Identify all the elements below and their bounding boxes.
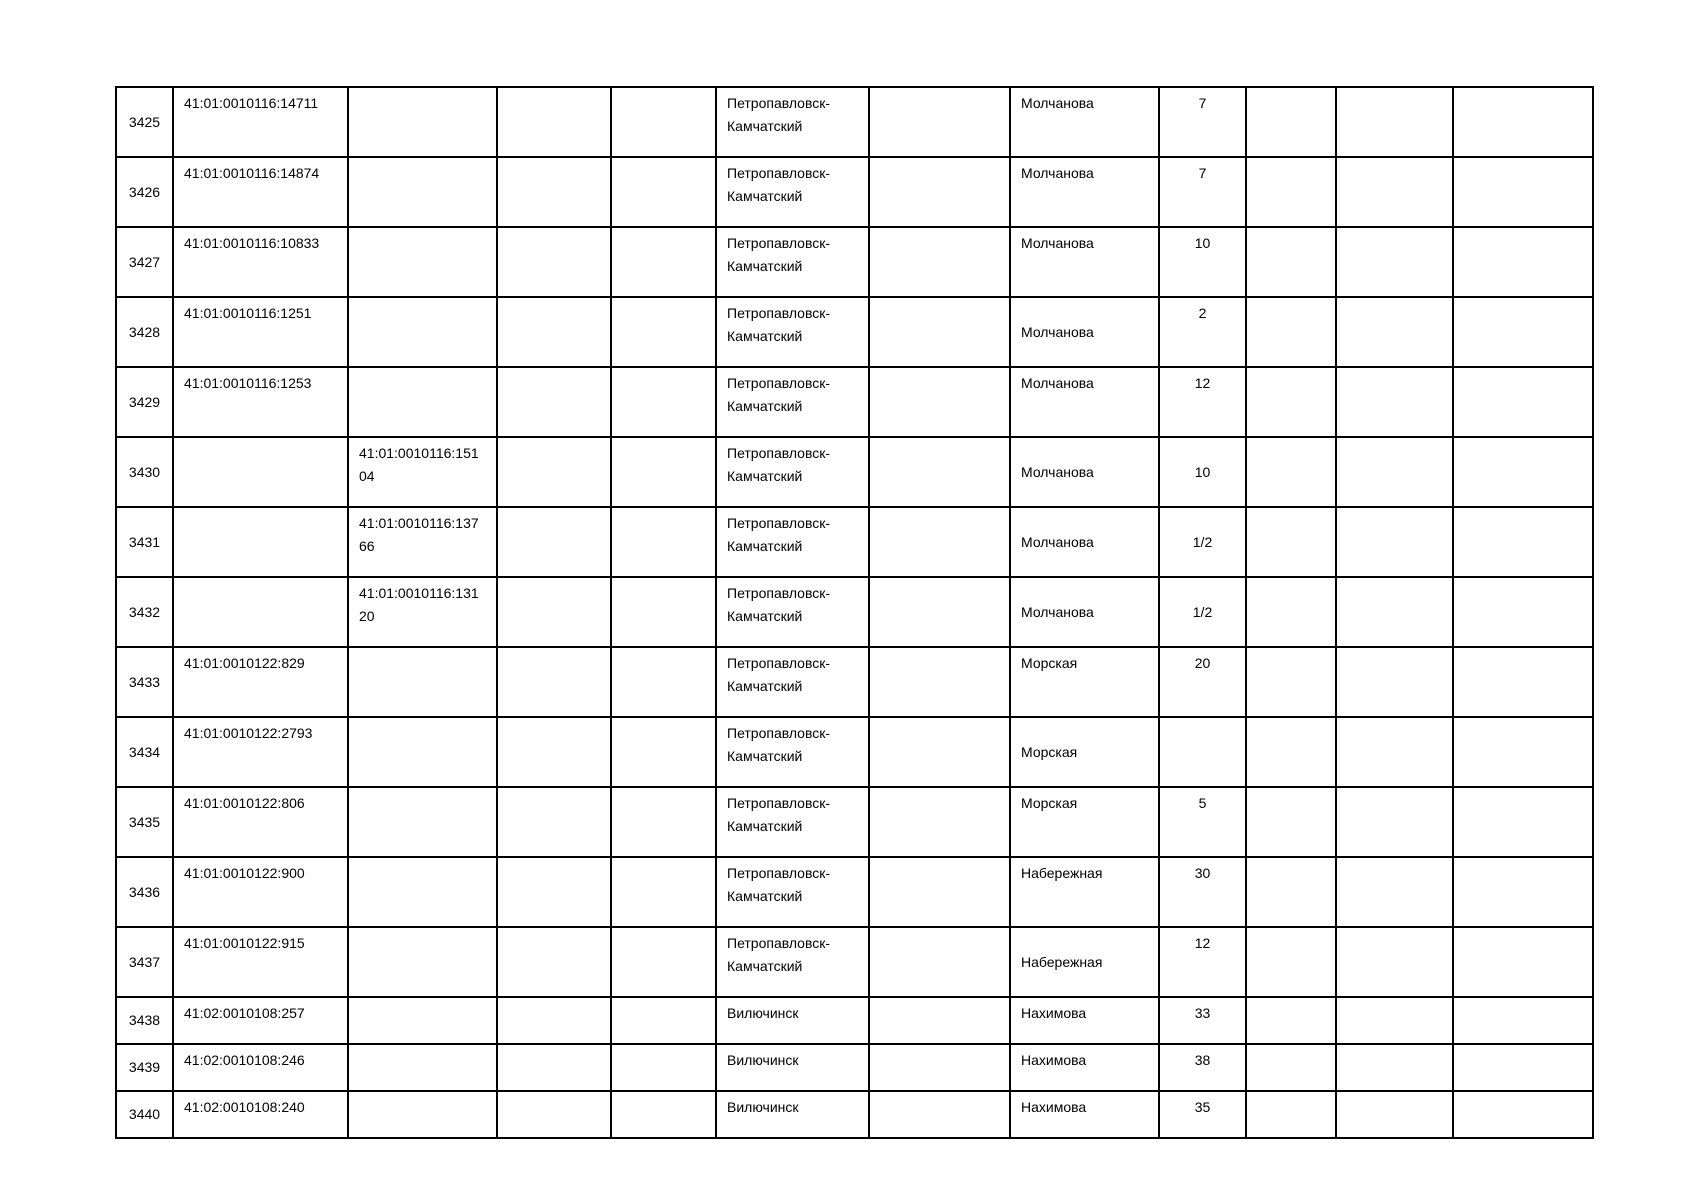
empty-cell xyxy=(869,927,1010,997)
empty-cell xyxy=(1453,577,1593,647)
table-row xyxy=(116,1044,1593,1091)
empty-cell xyxy=(611,1044,716,1091)
empty-cell xyxy=(1246,87,1336,157)
street-cell: Морская xyxy=(1010,717,1159,787)
empty-cell xyxy=(1336,787,1453,857)
empty-cell xyxy=(1336,507,1453,577)
cadastral-number-cell: 41:01:0010122:806 xyxy=(173,787,348,857)
row-number: 3436 xyxy=(116,857,173,927)
empty-cell xyxy=(497,507,611,577)
cadastral-number-cell: 41:01:0010116:1251 xyxy=(173,297,348,367)
table-row xyxy=(116,577,1593,647)
house-cell: 1/2 xyxy=(1159,577,1246,647)
empty-cell xyxy=(497,227,611,297)
empty-cell xyxy=(1246,437,1336,507)
empty-cell xyxy=(1336,437,1453,507)
empty-cell xyxy=(1336,717,1453,787)
empty-cell xyxy=(1246,787,1336,857)
city-cell: Петропавловск-Камчатский xyxy=(716,367,869,437)
cadastral-number-cell: 41:01:0010116:14711 xyxy=(173,87,348,157)
city-cell: Петропавловск-Камчатский xyxy=(716,227,869,297)
empty-cell xyxy=(1246,857,1336,927)
cadastral-number-2-cell: 41:01:0010116:15104 xyxy=(348,437,497,507)
house-cell: 2 xyxy=(1159,297,1246,367)
empty-cell xyxy=(869,87,1010,157)
cadastral-number-2-cell xyxy=(348,1044,497,1091)
empty-cell xyxy=(497,577,611,647)
empty-cell xyxy=(611,157,716,227)
city-cell: Петропавловск-Камчатский xyxy=(716,507,869,577)
empty-cell xyxy=(497,927,611,997)
cadastral-number-2-cell xyxy=(348,1091,497,1138)
empty-cell xyxy=(1246,1044,1336,1091)
house-cell: 10 xyxy=(1159,227,1246,297)
empty-cell xyxy=(869,717,1010,787)
empty-cell xyxy=(1336,227,1453,297)
empty-cell xyxy=(1336,997,1453,1044)
empty-cell xyxy=(869,647,1010,717)
house-cell: 7 xyxy=(1159,87,1246,157)
cadastral-number-2-cell xyxy=(348,717,497,787)
street-cell: Молчанова xyxy=(1010,367,1159,437)
house-cell: 12 xyxy=(1159,367,1246,437)
row-number: 3428 xyxy=(116,297,173,367)
house-cell: 33 xyxy=(1159,997,1246,1044)
street-cell: Нахимова xyxy=(1010,997,1159,1044)
empty-cell xyxy=(1246,507,1336,577)
house-cell: 20 xyxy=(1159,647,1246,717)
empty-cell xyxy=(611,997,716,1044)
row-number: 3432 xyxy=(116,577,173,647)
city-cell: Петропавловск-Камчатский xyxy=(716,857,869,927)
empty-cell xyxy=(1453,717,1593,787)
city-cell: Петропавловск-Камчатский xyxy=(716,717,869,787)
house-cell: 12 xyxy=(1159,927,1246,997)
empty-cell xyxy=(611,717,716,787)
table-row xyxy=(116,927,1593,997)
table-row xyxy=(116,367,1593,437)
empty-cell xyxy=(869,507,1010,577)
empty-cell xyxy=(869,787,1010,857)
table-body xyxy=(116,87,1593,1138)
empty-cell xyxy=(1246,997,1336,1044)
empty-cell xyxy=(611,577,716,647)
empty-cell xyxy=(1246,647,1336,717)
empty-cell xyxy=(497,1091,611,1138)
empty-cell xyxy=(1453,647,1593,717)
row-number: 3430 xyxy=(116,437,173,507)
empty-cell xyxy=(611,647,716,717)
table-row xyxy=(116,857,1593,927)
empty-cell xyxy=(497,157,611,227)
cadastral-number-2-cell xyxy=(348,787,497,857)
empty-cell xyxy=(497,647,611,717)
empty-cell xyxy=(497,297,611,367)
empty-cell xyxy=(1336,87,1453,157)
table-row xyxy=(116,507,1593,577)
empty-cell xyxy=(1246,157,1336,227)
empty-cell xyxy=(1453,1044,1593,1091)
empty-cell xyxy=(1246,577,1336,647)
empty-cell xyxy=(1246,1091,1336,1138)
empty-cell xyxy=(497,717,611,787)
cadastral-number-cell: 41:01:0010122:900 xyxy=(173,857,348,927)
city-cell: Петропавловск-Камчатский xyxy=(716,647,869,717)
street-cell: Молчанова xyxy=(1010,87,1159,157)
table-row xyxy=(116,997,1593,1044)
empty-cell xyxy=(1453,787,1593,857)
empty-cell xyxy=(1336,1044,1453,1091)
empty-cell xyxy=(1453,437,1593,507)
cadastral-number-2-cell xyxy=(348,857,497,927)
city-cell: Вилючинск xyxy=(716,1091,869,1138)
empty-cell xyxy=(1453,857,1593,927)
street-cell: Морская xyxy=(1010,787,1159,857)
table-row xyxy=(116,647,1593,717)
empty-cell xyxy=(611,927,716,997)
house-cell: 35 xyxy=(1159,1091,1246,1138)
table-row xyxy=(116,87,1593,157)
street-cell: Молчанова xyxy=(1010,157,1159,227)
city-cell: Петропавловск-Камчатский xyxy=(716,787,869,857)
empty-cell xyxy=(1336,647,1453,717)
cadastral-number-2-cell: 41:01:0010116:13120 xyxy=(348,577,497,647)
row-number: 3425 xyxy=(116,87,173,157)
street-cell: Нахимова xyxy=(1010,1091,1159,1138)
street-cell: Молчанова xyxy=(1010,577,1159,647)
empty-cell xyxy=(869,577,1010,647)
empty-cell xyxy=(869,297,1010,367)
city-cell: Петропавловск-Камчатский xyxy=(716,297,869,367)
table-row xyxy=(116,157,1593,227)
street-cell: Молчанова xyxy=(1010,297,1159,367)
row-number: 3431 xyxy=(116,507,173,577)
table-row xyxy=(116,297,1593,367)
table-row xyxy=(116,227,1593,297)
empty-cell xyxy=(611,87,716,157)
empty-cell xyxy=(1336,927,1453,997)
city-cell: Петропавловск-Камчатский xyxy=(716,577,869,647)
empty-cell xyxy=(869,1044,1010,1091)
city-cell: Вилючинск xyxy=(716,1044,869,1091)
house-cell xyxy=(1159,717,1246,787)
empty-cell xyxy=(1336,297,1453,367)
cadastral-number-cell: 41:01:0010116:1253 xyxy=(173,367,348,437)
row-number: 3427 xyxy=(116,227,173,297)
empty-cell xyxy=(1453,227,1593,297)
registry-table xyxy=(115,86,1594,1139)
empty-cell xyxy=(497,437,611,507)
city-cell: Петропавловск-Камчатский xyxy=(716,437,869,507)
empty-cell xyxy=(869,227,1010,297)
empty-cell xyxy=(497,787,611,857)
cadastral-number-cell xyxy=(173,437,348,507)
empty-cell xyxy=(611,367,716,437)
city-cell: Петропавловск-Камчатский xyxy=(716,157,869,227)
empty-cell xyxy=(1336,367,1453,437)
empty-cell xyxy=(1246,297,1336,367)
cadastral-number-2-cell xyxy=(348,997,497,1044)
house-cell: 38 xyxy=(1159,1044,1246,1091)
row-number: 3433 xyxy=(116,647,173,717)
street-cell: Молчанова xyxy=(1010,507,1159,577)
empty-cell xyxy=(497,857,611,927)
empty-cell xyxy=(1453,927,1593,997)
cadastral-number-cell: 41:01:0010122:2793 xyxy=(173,717,348,787)
row-number: 3426 xyxy=(116,157,173,227)
house-cell: 1/2 xyxy=(1159,507,1246,577)
empty-cell xyxy=(869,857,1010,927)
house-cell: 5 xyxy=(1159,787,1246,857)
street-cell: Молчанова xyxy=(1010,437,1159,507)
row-number: 3438 xyxy=(116,997,173,1044)
cadastral-number-2-cell: 41:01:0010116:13766 xyxy=(348,507,497,577)
table-row xyxy=(116,1091,1593,1138)
empty-cell xyxy=(497,997,611,1044)
cadastral-number-cell: 41:01:0010116:10833 xyxy=(173,227,348,297)
cadastral-number-cell xyxy=(173,577,348,647)
empty-cell xyxy=(1246,367,1336,437)
empty-cell xyxy=(1246,227,1336,297)
table-row xyxy=(116,717,1593,787)
empty-cell xyxy=(1453,87,1593,157)
table-row xyxy=(116,437,1593,507)
empty-cell xyxy=(1453,507,1593,577)
house-cell: 30 xyxy=(1159,857,1246,927)
empty-cell xyxy=(611,297,716,367)
empty-cell xyxy=(611,227,716,297)
cadastral-number-2-cell xyxy=(348,87,497,157)
empty-cell xyxy=(1453,1091,1593,1138)
cadastral-number-cell xyxy=(173,507,348,577)
cadastral-number-2-cell xyxy=(348,647,497,717)
cadastral-number-2-cell xyxy=(348,297,497,367)
empty-cell xyxy=(869,437,1010,507)
house-cell: 7 xyxy=(1159,157,1246,227)
row-number: 3440 xyxy=(116,1091,173,1138)
empty-cell xyxy=(1453,157,1593,227)
cadastral-number-cell: 41:02:0010108:246 xyxy=(173,1044,348,1091)
empty-cell xyxy=(1453,997,1593,1044)
cadastral-number-cell: 41:02:0010108:257 xyxy=(173,997,348,1044)
cadastral-number-2-cell xyxy=(348,367,497,437)
city-cell: Вилючинск xyxy=(716,997,869,1044)
cadastral-number-cell: 41:01:0010122:829 xyxy=(173,647,348,717)
empty-cell xyxy=(497,367,611,437)
cadastral-number-2-cell xyxy=(348,157,497,227)
cadastral-number-cell: 41:01:0010122:915 xyxy=(173,927,348,997)
empty-cell xyxy=(611,857,716,927)
row-number: 3434 xyxy=(116,717,173,787)
empty-cell xyxy=(611,507,716,577)
street-cell: Морская xyxy=(1010,647,1159,717)
cadastral-number-2-cell xyxy=(348,927,497,997)
row-number: 3437 xyxy=(116,927,173,997)
cadastral-number-cell: 41:02:0010108:240 xyxy=(173,1091,348,1138)
city-cell: Петропавловск-Камчатский xyxy=(716,87,869,157)
street-cell: Нахимова xyxy=(1010,1044,1159,1091)
table-row xyxy=(116,787,1593,857)
empty-cell xyxy=(1246,927,1336,997)
street-cell: Набережная xyxy=(1010,927,1159,997)
empty-cell xyxy=(497,87,611,157)
empty-cell xyxy=(1336,1091,1453,1138)
empty-cell xyxy=(869,157,1010,227)
row-number: 3435 xyxy=(116,787,173,857)
empty-cell xyxy=(869,1091,1010,1138)
empty-cell xyxy=(611,437,716,507)
row-number: 3429 xyxy=(116,367,173,437)
cadastral-number-2-cell xyxy=(348,227,497,297)
street-cell: Молчанова xyxy=(1010,227,1159,297)
empty-cell xyxy=(1336,857,1453,927)
empty-cell xyxy=(1336,577,1453,647)
empty-cell xyxy=(1453,297,1593,367)
empty-cell xyxy=(611,1091,716,1138)
empty-cell xyxy=(497,1044,611,1091)
empty-cell xyxy=(1336,157,1453,227)
empty-cell xyxy=(869,997,1010,1044)
row-number: 3439 xyxy=(116,1044,173,1091)
empty-cell xyxy=(869,367,1010,437)
street-cell: Набережная xyxy=(1010,857,1159,927)
cadastral-number-cell: 41:01:0010116:14874 xyxy=(173,157,348,227)
house-cell: 10 xyxy=(1159,437,1246,507)
empty-cell xyxy=(611,787,716,857)
empty-cell xyxy=(1246,717,1336,787)
city-cell: Петропавловск-Камчатский xyxy=(716,927,869,997)
empty-cell xyxy=(1453,367,1593,437)
